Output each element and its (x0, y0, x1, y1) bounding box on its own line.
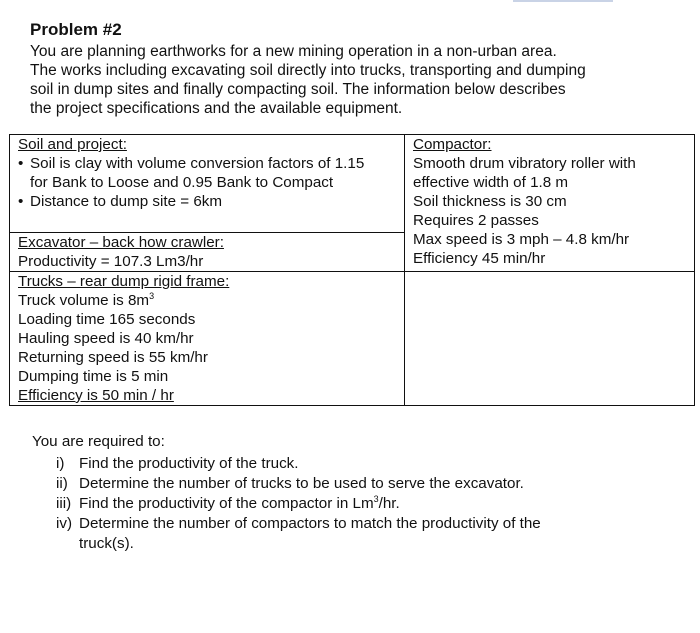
truck-volume-text: Truck volume is 8m (18, 292, 150, 309)
soil-project-heading: Soil and project: (18, 136, 127, 153)
trucks-heading: Trucks – rear dump rigid frame: (18, 273, 230, 290)
empty-cell (405, 272, 695, 406)
trucks-cell (10, 272, 405, 406)
item-number: i) (56, 455, 65, 472)
specifications-table (9, 134, 695, 406)
cubic-superscript: 3 (149, 291, 155, 301)
item-number: iii) (56, 495, 72, 512)
item-text-suffix: /hr. (378, 495, 400, 512)
requirements-section (32, 432, 632, 554)
intro-line: the project specifications and the available equipment. (30, 100, 403, 117)
intro-line: The works including excavating soil directly into trucks, transporting and dumping (30, 62, 586, 79)
compactor-spec: Efficiency 45 min/hr (413, 250, 546, 267)
top-divider (513, 0, 613, 2)
excavator-cell (10, 233, 405, 272)
truck-efficiency: Efficiency is 50 min / hr (18, 387, 174, 404)
requirement-item (32, 454, 632, 474)
soil-conversion-line: Soil is clay with volume conversion factors of 1.15 (30, 155, 365, 172)
compactor-heading: Compactor: (413, 136, 492, 153)
requirements-list (32, 454, 632, 554)
item-text: Determine the number of trucks to be used to serve the excavator. (79, 475, 524, 492)
compactor-spec: Requires 2 passes (413, 212, 539, 229)
excavator-productivity: Productivity = 107.3 Lm3/hr (18, 253, 204, 270)
item-text: truck(s). (79, 535, 134, 552)
requirement-item (32, 494, 632, 514)
truck-volume (18, 291, 404, 310)
compactor-spec: Soil thickness is 30 cm (413, 193, 567, 210)
excavator-heading: Excavator – back how crawler: (18, 234, 224, 251)
requirement-item (32, 474, 632, 494)
truck-returning-speed: Returning speed is 55 km/hr (18, 349, 208, 366)
soil-project-cell (10, 135, 405, 233)
soil-conversion-line: for Bank to Loose and 0.95 Bank to Compact (30, 174, 334, 191)
item-number: ii) (56, 475, 68, 492)
requirement-item (32, 514, 632, 554)
truck-loading-time: Loading time 165 seconds (18, 311, 196, 328)
compactor-spec: effective width of 1.8 m (413, 174, 569, 191)
compactor-cell (405, 135, 695, 272)
item-text: Find the productivity of the truck. (79, 455, 299, 472)
requirements-heading: You are required to: (32, 433, 165, 450)
compactor-spec: Max speed is 3 mph – 4.8 km/hr (413, 231, 630, 248)
problem-intro (30, 42, 670, 118)
problem-title: Problem #2 (30, 20, 122, 39)
distance-bullet-item (18, 192, 404, 211)
intro-line: soil in dump sites and finally compacting soil. The information below describes (30, 81, 566, 98)
item-text: Determine the number of compactors to match the productivity of the (79, 515, 541, 532)
bullet-icon: • (18, 155, 24, 172)
intro-line: You are planning earthworks for a new mining operation in a non-urban area. (30, 43, 557, 60)
cubic-superscript: 3 (373, 494, 379, 504)
bullet-icon: • (18, 193, 24, 210)
truck-dumping-time: Dumping time is 5 min (18, 368, 169, 385)
soil-bullet-item (18, 154, 404, 192)
compactor-spec: Smooth drum vibratory roller with (413, 155, 636, 172)
dump-distance: Distance to dump site = 6km (30, 193, 223, 210)
item-number: iv) (56, 515, 73, 532)
truck-hauling-speed: Hauling speed is 40 km/hr (18, 330, 194, 347)
item-text: Find the productivity of the compactor in Lm (79, 495, 374, 512)
